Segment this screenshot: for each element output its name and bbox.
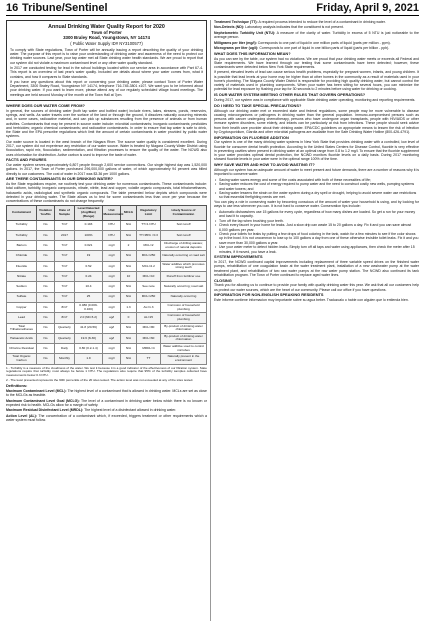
definition-term: Maximum Contaminant Level Goal (MCLG): [6, 398, 80, 403]
definition-term: Non-Detects (ND): [214, 25, 245, 30]
table-row [7, 241, 207, 251]
table-header-cell: Violation Yes/No [37, 206, 55, 220]
table-cell: Quarterly [55, 333, 75, 343]
table-cell: Total Trihalomethanes [7, 323, 37, 333]
section-heading: FACTS AND FIGURES [6, 157, 47, 163]
table-row [7, 230, 207, 240]
definition-item [214, 20, 419, 24]
table-cell: 0.24 [75, 272, 103, 282]
table-cell: Naturally occurring [161, 292, 207, 302]
table-cell: MCL=2.2 [137, 261, 161, 271]
section-heading: CLOSING [214, 277, 232, 283]
table-cell: No [37, 220, 55, 230]
table-footnote: 1 - Turbidity is a measure of the cloudiness of the water. We test it because it is a good indicator of the effectiveness of our filtration system. State regulations require that turbidity must always be below 1 NTU. The regulations also require that 95% of the turbidity samples collected have measurements below 0.3 NTU. [6, 365, 207, 378]
section-heading: IS OUR WATER SYSTEM MEETING OTHER RULES THAT GOVERN OPERATIONS? [214, 92, 366, 98]
table-cell: Turbidity [7, 220, 37, 230]
table-cell: By-product of drinking water chlorination [161, 333, 207, 343]
table-row [7, 323, 207, 333]
table-cell: Soil runoff [161, 220, 207, 230]
table-cell: Fluoride [7, 261, 37, 271]
table-cell: mg/l [103, 354, 121, 364]
table-cell: No [37, 261, 55, 271]
masthead [6, 2, 419, 16]
table-cell: 0.80 (0.2-1.4) [75, 344, 103, 354]
save-intro: Although our system has an adequate amount of water to meet present and future demands, there are a number of reasons why it is important to conserve water: [214, 167, 419, 177]
table-row [7, 251, 207, 261]
table-cell: mg/l [103, 302, 121, 312]
table-cell: Discharge of drilling wastes; erosion of natural deposits [161, 241, 207, 251]
table-footnote: 2 - The level presented represents the 90th percentile of the 20 sites tested. The action level was not exceeded at any of the sites tested. [6, 377, 194, 382]
table-cell: Naturally occurring; road salt [161, 282, 207, 292]
column-divider [210, 20, 211, 621]
report-town: Town of Porter [91, 30, 122, 36]
intro-paragraph: To comply with State regulations, Town of Porter will be annually issuing a report describing the quality of your drinking water. The purpose of this report is to raise your understanding of drinking water and awareness of the need to protect our drinking water sources. Last year, your tap water met all State drinking water health standards. We are proud to report that our system did not violate a maximum contaminant level or any other water quality standard. [10, 47, 203, 65]
save-tip-item: • Automatic dishwashers use 15 gallons for every cycle, regardless of how many dishes are loaded. So get a run for your money and load it to capacity. [214, 210, 419, 219]
definition-text: Laboratory analysis indicates that the constituent is not present. [245, 25, 344, 30]
table-cell: 100% [75, 230, 103, 240]
table-cell: No [37, 230, 55, 240]
spanish-paragraph: Este informe contiene informacion muy importante sobre su agua beber. Traduzcalo o hable con alguien que lo entienda bien. [214, 298, 409, 303]
table-cell: Water additive used to control microbes [161, 344, 207, 354]
definition-item [214, 41, 419, 45]
definition-term: Maximum Contaminant Level (MCL): [6, 388, 67, 393]
section-heading: WHAT DOES THIS INFORMATION MEAN? [214, 50, 291, 56]
table-cell: ug/l [103, 313, 121, 323]
definition-text: The level of a contaminant in drinking water below which there is no known or expected risk to health. MCLGs allow for a margin of safety. [6, 398, 207, 407]
definitions-list [214, 20, 419, 50]
table-cell: AL=15 [137, 313, 161, 323]
table-cell: No [37, 354, 55, 364]
facts-paragraph: Our water system serves approximately 6,807 people through 2,600 service connections. Our single highest day was 1,520,000 gallons. In 2017, the Town of Porter purchased 296,000,000 gallons of water, of which approximately 94 percent was billed directly to our customers. The cost of water in 2017 was $3.36 per 1000 gallons. [6, 163, 207, 176]
table-cell: 0 [121, 313, 137, 323]
table-cell: Quarterly [55, 323, 75, 333]
table-cell: N/A [121, 333, 137, 343]
table-cell: No [37, 282, 55, 292]
table-cell: NTU [103, 220, 121, 230]
table-cell: No [37, 313, 55, 323]
table-cell: MCL=250 [137, 251, 161, 261]
table-row [7, 302, 207, 312]
table-cell: MCL=2 [137, 241, 161, 251]
table-cell: 2017 [55, 230, 75, 240]
report-pws-id: ( Public Water Supply ID# NY3100577) [70, 40, 143, 46]
table-cell: MRDL=4 [137, 344, 161, 354]
table-cell: MCL=80 [137, 323, 161, 333]
table-row [7, 292, 207, 302]
table-cell: No [37, 344, 55, 354]
table-cell: TT [137, 354, 161, 364]
table-cell: Soil runoff [161, 230, 207, 240]
table-row [7, 354, 207, 364]
table-cell: 0.080 (0.009-0.160) [75, 302, 103, 312]
definition-term: Maximum Residual Disinfectant Level (MRDL): [6, 408, 84, 413]
definition-text: Corresponds to one part of liquid in one billion parts of liquid (parts per billion - ppb). [259, 46, 390, 50]
table-cell: Lead [7, 313, 37, 323]
definition-item [6, 414, 207, 423]
table-cell: 2 [121, 241, 137, 251]
table-cell: 7/17 [55, 282, 75, 292]
section-heading: Definitions: [6, 383, 28, 389]
table-cell: N/A [121, 292, 137, 302]
newspaper-name: Tribune/Sentinel [22, 2, 108, 14]
table-header-cell: Contaminant [7, 206, 37, 220]
section-heading: DO I NEED TO TAKE SPECIAL PRECAUTIONS? [214, 102, 302, 108]
left-column [6, 20, 207, 621]
definition-term: Treatment Technique (TT): [214, 20, 258, 24]
table-cell: mg/l [103, 261, 121, 271]
table-cell: Total Organic Carbon [7, 354, 37, 364]
intro-paragraph: If you have any questions about this report or concerning your drinking water, please contact Town of Porter Water Department, 3300 Braley Road, Youngstown NY 14174, telephone 716-745-3801 x107. We want you to be informed about your drinking water. If you want to learn more, please attend any of our regularly scheduled village board meetings. The meetings are held second Monday of the month at the Town Hall at 7pm. [10, 79, 203, 97]
table-cell: Turbidity [7, 230, 37, 240]
table-cell: 7/17 [55, 261, 75, 271]
table-cell: Water additive which promotes strong teeth [161, 261, 207, 271]
table-cell: AL=1.3 [137, 302, 161, 312]
save-tip-item: • Use your water meter to detect hidden leaks. Simply turn off all taps and water using appliances, then check the meter after 15 minutes, if it moved, you have a leak. [214, 245, 419, 254]
table-row [7, 333, 207, 343]
improvements-paragraph: In 2017, the NCWD continued capital improvements including replacement of three variable speed drives on the finished water pumps, rehabilitation of one coagulation basin at the water treatment plant, installation of a new washwater pump at the water treatment plant, and rehabilitation of two raw water pumps at the raw water pump station. The NCWD also continued its tank rehabilitation program. The Town of Porter continued to replace aged water lines. [214, 260, 419, 277]
table-cell: N/A [121, 230, 137, 240]
table-cell: N/A [121, 323, 137, 333]
save-tip-item: • Check every faucet in your home for leaks. Just a slow drip can waste 15 to 20 gallons a day. Fix it and you can save almost 6,000 gallons per year. [214, 223, 419, 232]
table-cell: Haloacetic Acids [7, 333, 37, 343]
table-cell: N/A [121, 354, 137, 364]
page-number: 16 [6, 2, 19, 14]
definition-text: The concentration of a contaminant which, if exceeded, triggers treatment or other requirements which a water system must follow. [6, 413, 207, 422]
table-cell: Barium [7, 241, 37, 251]
table-cell: N/A [121, 344, 137, 354]
table-cell: TT=1 NTU [137, 220, 161, 230]
table-cell: mg/l [103, 292, 121, 302]
table-cell: Naturally occurring or road salt [161, 251, 207, 261]
table-cell: 8/17 [55, 313, 75, 323]
intro-paragraph: In 2017 we conducted testing for lead in the school buildings located within our service area in accordance with Part 67-4. This report is an overview of last year's water quality. Included are details about where your water comes from, what it contains, and how it compares to State standards. [10, 66, 203, 79]
table-cell: MCL=60 [137, 333, 161, 343]
definitions-list [6, 389, 207, 422]
table-header-cell: Date of Sample [55, 206, 75, 220]
table-cell: TT=95% <0.3 [137, 230, 161, 240]
table-cell: MCL=10 [137, 272, 161, 282]
table-cell: 41.8 (20-59) [75, 323, 103, 333]
table-cell: N/A [121, 282, 137, 292]
definition-term: Milligrams per liter (mg/l): [214, 40, 257, 45]
table-cell: Corrosion of household plumbing [161, 313, 207, 323]
table-row [7, 344, 207, 354]
table-cell: mg/l [103, 282, 121, 292]
table-cell: ug/l [103, 323, 121, 333]
table-cell: See note [137, 282, 161, 292]
section-heading: INFORMATION ON FLUORIDE ADDITION [214, 134, 289, 140]
table-cell: Naturally present in the environment [161, 354, 207, 364]
table-header-cell: Level Detected (Avg/Max) (Range) [75, 206, 103, 220]
definition-text: A required process intended to reduce the level of a contaminant in drinking water. [258, 20, 386, 24]
table-cell: Monthly [55, 354, 75, 364]
table-header-cell: Regulatory Limit [137, 206, 161, 220]
table-cell: By-product of drinking water chlorination [161, 323, 207, 333]
definition-text: The highest level of a contaminant that is allowed in drinking water. MCLs are set as close to the MCLGs as feasible. [6, 388, 207, 398]
table-cell: No [37, 241, 55, 251]
table-cell: 7/17 [55, 292, 75, 302]
table-cell: No [37, 323, 55, 333]
table-cell: 19 [75, 251, 103, 261]
definition-text: A measure of the clarity of water. Turbidity in excess of 5 NTU is just noticeable to the average person. [214, 30, 419, 40]
section-heading: SYSTEM IMPROVEMENTS [214, 254, 263, 260]
section-heading: ARE THERE CONTAMINANTS IN OUR DRINKING WATER? [6, 176, 114, 182]
table-cell: No [37, 333, 55, 343]
table-cell: Corrosion of household plumbing [161, 302, 207, 312]
table-cell: ug/l [103, 333, 121, 343]
table-cell: No [37, 292, 55, 302]
table-cell: mg/l [103, 251, 121, 261]
table-cell: No [37, 272, 55, 282]
compliance-paragraph: During 2017, our system was in compliance with applicable State drinking water operating, monitoring and reporting requirements. [214, 98, 416, 103]
precautions-paragraph: Although our drinking water met or exceeded state and federal regulations, some people may be more vulnerable to disease causing microorganisms or pathogens in drinking water than the general population. Immuno-compromised persons such as persons with cancer undergoing chemotherapy, persons who have undergone organ transplants, people with HIV/AIDS or other immune system disorders, some elderly, and infants can be particularly at risk from infections. These people should seek advice from their health care provider about their drinking water. EPA/CDC guidelines on appropriate means to lessen the risk of infection by Cryptosporidium, Giardia and other microbial pathogens are available from the Safe Drinking Water Hotline (800-426-4791). [214, 108, 419, 134]
table-cell: Sulfate [7, 292, 37, 302]
fluoride-paragraph: Our system is one of the many drinking water systems in New York State that provides drinking water with a controlled, low level of fluoride for consumer dental health protection. According to the United States Centers for Disease Control, fluoride is very effective in preventing cavities when present in drinking water at an optimal range from 0.8 to 1.2 mg/l. To ensure that the fluoride supplement in your water provides optimal dental protection, the NCWD monitors fluoride levels on a daily basis. During 2017 monitoring showed fluoride levels in your water were in the optimal range 100% of the time. [214, 140, 419, 162]
table-row [7, 282, 207, 292]
definition-item [214, 25, 419, 29]
table-cell: NTU [103, 230, 121, 240]
table-cell: 0.52 [75, 261, 103, 271]
table-cell: N/A [121, 251, 137, 261]
table-row [7, 313, 207, 323]
means-paragraph: As you can see by the table, our system had no violations. We are proud that your drinking water meets or exceeds all Federal and State requirements. We have learned through our testing that some contaminants have been detected; however, these contaminants were detected below New York State requirements. [214, 56, 419, 70]
definition-item [6, 399, 207, 408]
save-tip-item: • Turn off the tap when brushing your teeth. [214, 219, 419, 223]
definition-item [6, 408, 207, 412]
definition-text: Corresponds to one part of liquid in one million parts of liquid (parts per million - ppm). [257, 40, 391, 45]
right-column [214, 20, 419, 621]
table-cell: 7/17 [55, 220, 75, 230]
report-address: 3300 Braley Road, Youngstown, NY 14174 [63, 35, 150, 41]
table-cell: Sodium [7, 282, 37, 292]
table-cell: Chloride [7, 251, 37, 261]
table-cell: mg/l [103, 241, 121, 251]
table-cell: Chlorine Residual [7, 344, 37, 354]
table-header-cell: MCLG [121, 206, 137, 220]
table-header-cell: Unit Measurement [103, 206, 121, 220]
table-cell: 0.021 [75, 241, 103, 251]
definition-term: Micrograms per liter (ug/l): [214, 46, 259, 50]
section-heading: INFORMATION FOR NON-ENGLISH SPEAKING RESIDENTS [214, 292, 324, 298]
report-header [6, 20, 207, 101]
definition-item [214, 31, 419, 40]
save-reason-item: • Saving water lessens the strain on the water system during a dry spell or drought, helping to avoid severe water use restrictions so that essential firefighting needs are met. [214, 191, 419, 200]
save-reason-item: • Saving water saves energy and some of the costs associated with both of these necessities of life; [214, 178, 419, 182]
table-cell: 1.3 [121, 302, 137, 312]
table-cell: N/A [121, 220, 137, 230]
table-cell: Copper [7, 302, 37, 312]
contaminants-paragraph: As the State regulations require, we routinely test your drinking water for numerous contaminants. These contaminants include: total coliform, turbidity, inorganic compounds, nitrate, nitrite, lead and copper, volatile organic compounds, total trihalomethanes, haloacetic acids, radiological and synthetic organic compounds. The table presented below depicts which compounds were detected in your drinking water. The State allows us to test for some contaminants less than once per year because the concentrations of these contaminants do not change frequently. [6, 182, 207, 204]
save-reason-item: • Saving water reduces the cost of energy required to pump water and the need to construct costly new wells, pumping systems and water towers; and [214, 182, 419, 191]
table-cell: 19.6 (8-30) [75, 333, 103, 343]
definition-item [6, 389, 207, 398]
issue-date: Friday, April 9, 2021 [316, 2, 419, 14]
means-paragraph: If present, elevated levels of lead can cause serious health problems, especially for pregnant women, infants, and young children. It is possible that lead levels at your home may be higher than at other homes in the community as a result of materials used in your home's plumbing. The Niagara County Water District is responsible for providing high quality drinking water, but cannot control the variety of materials used in plumbing components. When your water has been sitting for several hours, you can minimize the potential for lead exposure by flushing your tap for 30 seconds to 2 minutes before using water for drinking or cooking. [214, 70, 419, 92]
save-tip-item: • Check your toilets for leaks by putting a few drops of food coloring in the tank, watch for a few minutes to see if the color shows up in the bowl. It is not uncommon to lose up to 100 gallons a day from one of these otherwise invisible toilet leaks. Fix it and you save more than 30,000 gallons a year. [214, 232, 419, 245]
table-cell: Daily [55, 344, 75, 354]
definition-term: Nephelometric Turbidity Unit (NTU): [214, 30, 276, 35]
table-header-cell: Likely Source of Contamination [161, 206, 207, 220]
water-quality-table [6, 205, 207, 364]
table-cell: No [37, 251, 55, 261]
table-cell: 0.193 [75, 220, 103, 230]
source-paragraph: Our water source is located in the west branch of the Niagara River. The source water quality is considered excellent. During 2017, our system did not experience any restriction of our water source. Water is treated by Niagara County Water District using flocculation, rapid mix, flocculation, sedimentation, and filtration processes to ensure the quality of the water. The NCWD also uses chlorination for disinfection. Active carbon is used to improve the taste of water. [6, 139, 207, 157]
table-row [7, 272, 207, 282]
table-cell: Nitrate [7, 272, 37, 282]
closing-paragraph: Thank you for allowing us to continue to provide your family with quality drinking water this year. We ask that all our customers help us protect our water sources, which are the heart of our community. Please call our office if you have questions. [214, 283, 419, 292]
table-cell: MCL=250 [137, 292, 161, 302]
source-paragraph: In general, the sources of drinking water (both tap water and bottled water) include rivers, lakes, streams, ponds, reservoirs, springs, and wells. As water travels over the surface of the land or through the ground, it dissolves naturally occurring minerals and, in some cases, radioactive material, and can pick up substances resulting from the presence of animals or from human activities. Contaminants that may be present in source water include: microbial contaminants; inorganic contaminants; pesticides and herbicides; organic chemical contaminants; and radioactive contaminants. In order to ensure that tap water is safe to drink, the State and the EPA prescribe regulations which limit the amount of certain contaminants in water provided by public water systems. [6, 108, 207, 139]
table-cell: 7/17 [55, 272, 75, 282]
table-cell: 7/17 [55, 241, 75, 251]
table-row [7, 261, 207, 271]
save-play-paragraph: You can play a role in conserving water by becoming conscious of the amount of water your household is using, and by looking for ways to use less whenever you can. It is not hard to conserve water. Conservation tips include: [214, 200, 419, 209]
definition-item [214, 46, 419, 50]
table-row [7, 220, 207, 230]
table-cell: 2.0 (ND-5.2) [75, 313, 103, 323]
definition-term: Action Level (AL): [6, 413, 37, 418]
table-cell: 10.4 [75, 282, 103, 292]
report-title: Annual Drinking Water Quality Report for 2020 [48, 24, 165, 30]
section-heading: WHERE DOES OUR WATER COME FROM? [6, 103, 85, 109]
table-cell: mg/l [103, 272, 121, 282]
table-cell: 7/17 [55, 251, 75, 261]
table-cell: 8/17 [55, 302, 75, 312]
definition-text: The highest level of a disinfectant allowed in drinking water. [84, 408, 177, 413]
table-cell: 25 [75, 292, 103, 302]
table-cell: 1.9 [75, 354, 103, 364]
table-cell: No [37, 302, 55, 312]
section-heading: WHY SAVE WATER AND HOW TO AVOID WASTING IT? [214, 162, 315, 168]
table-cell: 10 [121, 272, 137, 282]
table-cell: Runoff from fertilizer use [161, 272, 207, 282]
table-cell: mg/l [103, 344, 121, 354]
table-cell: N/A [121, 261, 137, 271]
